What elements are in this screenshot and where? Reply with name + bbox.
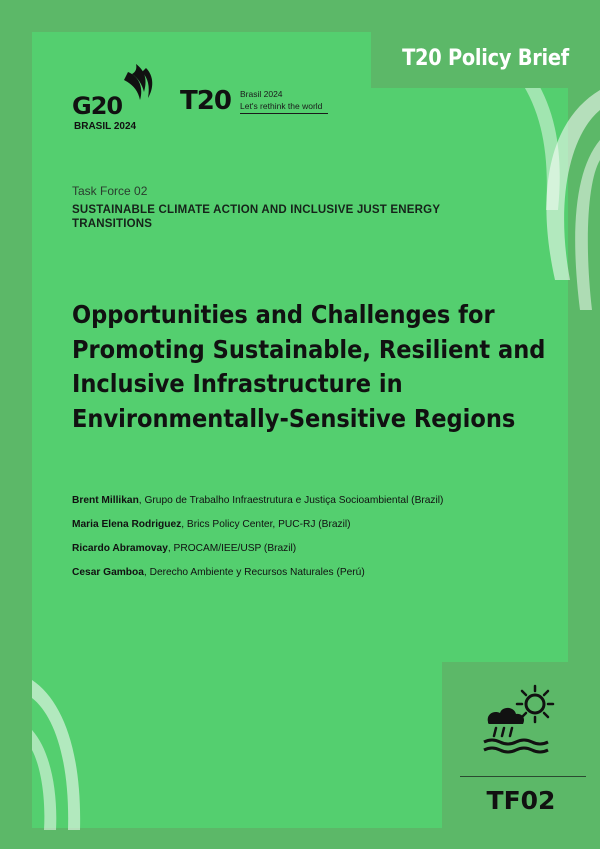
t20-tagline: Let's rethink the world <box>240 101 323 111</box>
author-affiliation: , Derecho Ambiente y Recursos Naturales (Perú) <box>143 567 365 578</box>
author-name: Ricardo Abramovay <box>72 543 168 554</box>
brief-title <box>72 298 546 436</box>
author-name: Cesar Gamboa <box>72 567 144 578</box>
author-affiliation: , Grupo de Trabalho Infraestrutura e Justiça Socioambiental (Brazil) <box>138 495 444 506</box>
author-affiliation: , PROCAM/IEE/USP (Brazil) <box>167 543 297 554</box>
task-force-divider <box>460 776 586 777</box>
author-entry <box>72 489 542 513</box>
energy-transition-icon <box>480 682 560 762</box>
badge-label: T20 Policy Brief <box>402 46 569 71</box>
author-list <box>72 489 542 585</box>
author-entry <box>72 537 542 561</box>
task-force-code: TF02 <box>486 786 556 815</box>
task-force-label: Task Force 02 <box>72 184 148 198</box>
t20-wordmark: T20 <box>180 86 231 116</box>
t20-edition: Brasil 2024 <box>240 89 283 99</box>
author-name: Brent Millikan <box>72 495 139 506</box>
g20-subtitle: BRASIL 2024 <box>74 121 137 132</box>
author-name: Maria Elena Rodriguez <box>72 519 182 530</box>
author-entry <box>72 513 542 537</box>
task-force-title: SUSTAINABLE CLIMATE ACTION AND INCLUSIVE JUST ENERGY TRANSITIONS <box>72 204 440 230</box>
decorative-swoosh-left <box>32 660 102 830</box>
author-entry <box>72 561 542 585</box>
title-line: Opportunities and Challenges for <box>72 300 495 329</box>
policy-brief-badge <box>371 32 600 88</box>
title-line: Promoting Sustainable, Resilient and <box>72 334 546 364</box>
t20-underline <box>240 113 328 114</box>
title-line: Inclusive Infrastructure in <box>72 369 403 398</box>
author-affiliation: , Brics Policy Center, PUC-RJ (Brazil) <box>181 519 351 530</box>
task-force-corner <box>442 662 600 849</box>
title-line: Environmentally-Sensitive Regions <box>72 403 516 433</box>
g20-wordmark: G20 <box>72 92 123 120</box>
